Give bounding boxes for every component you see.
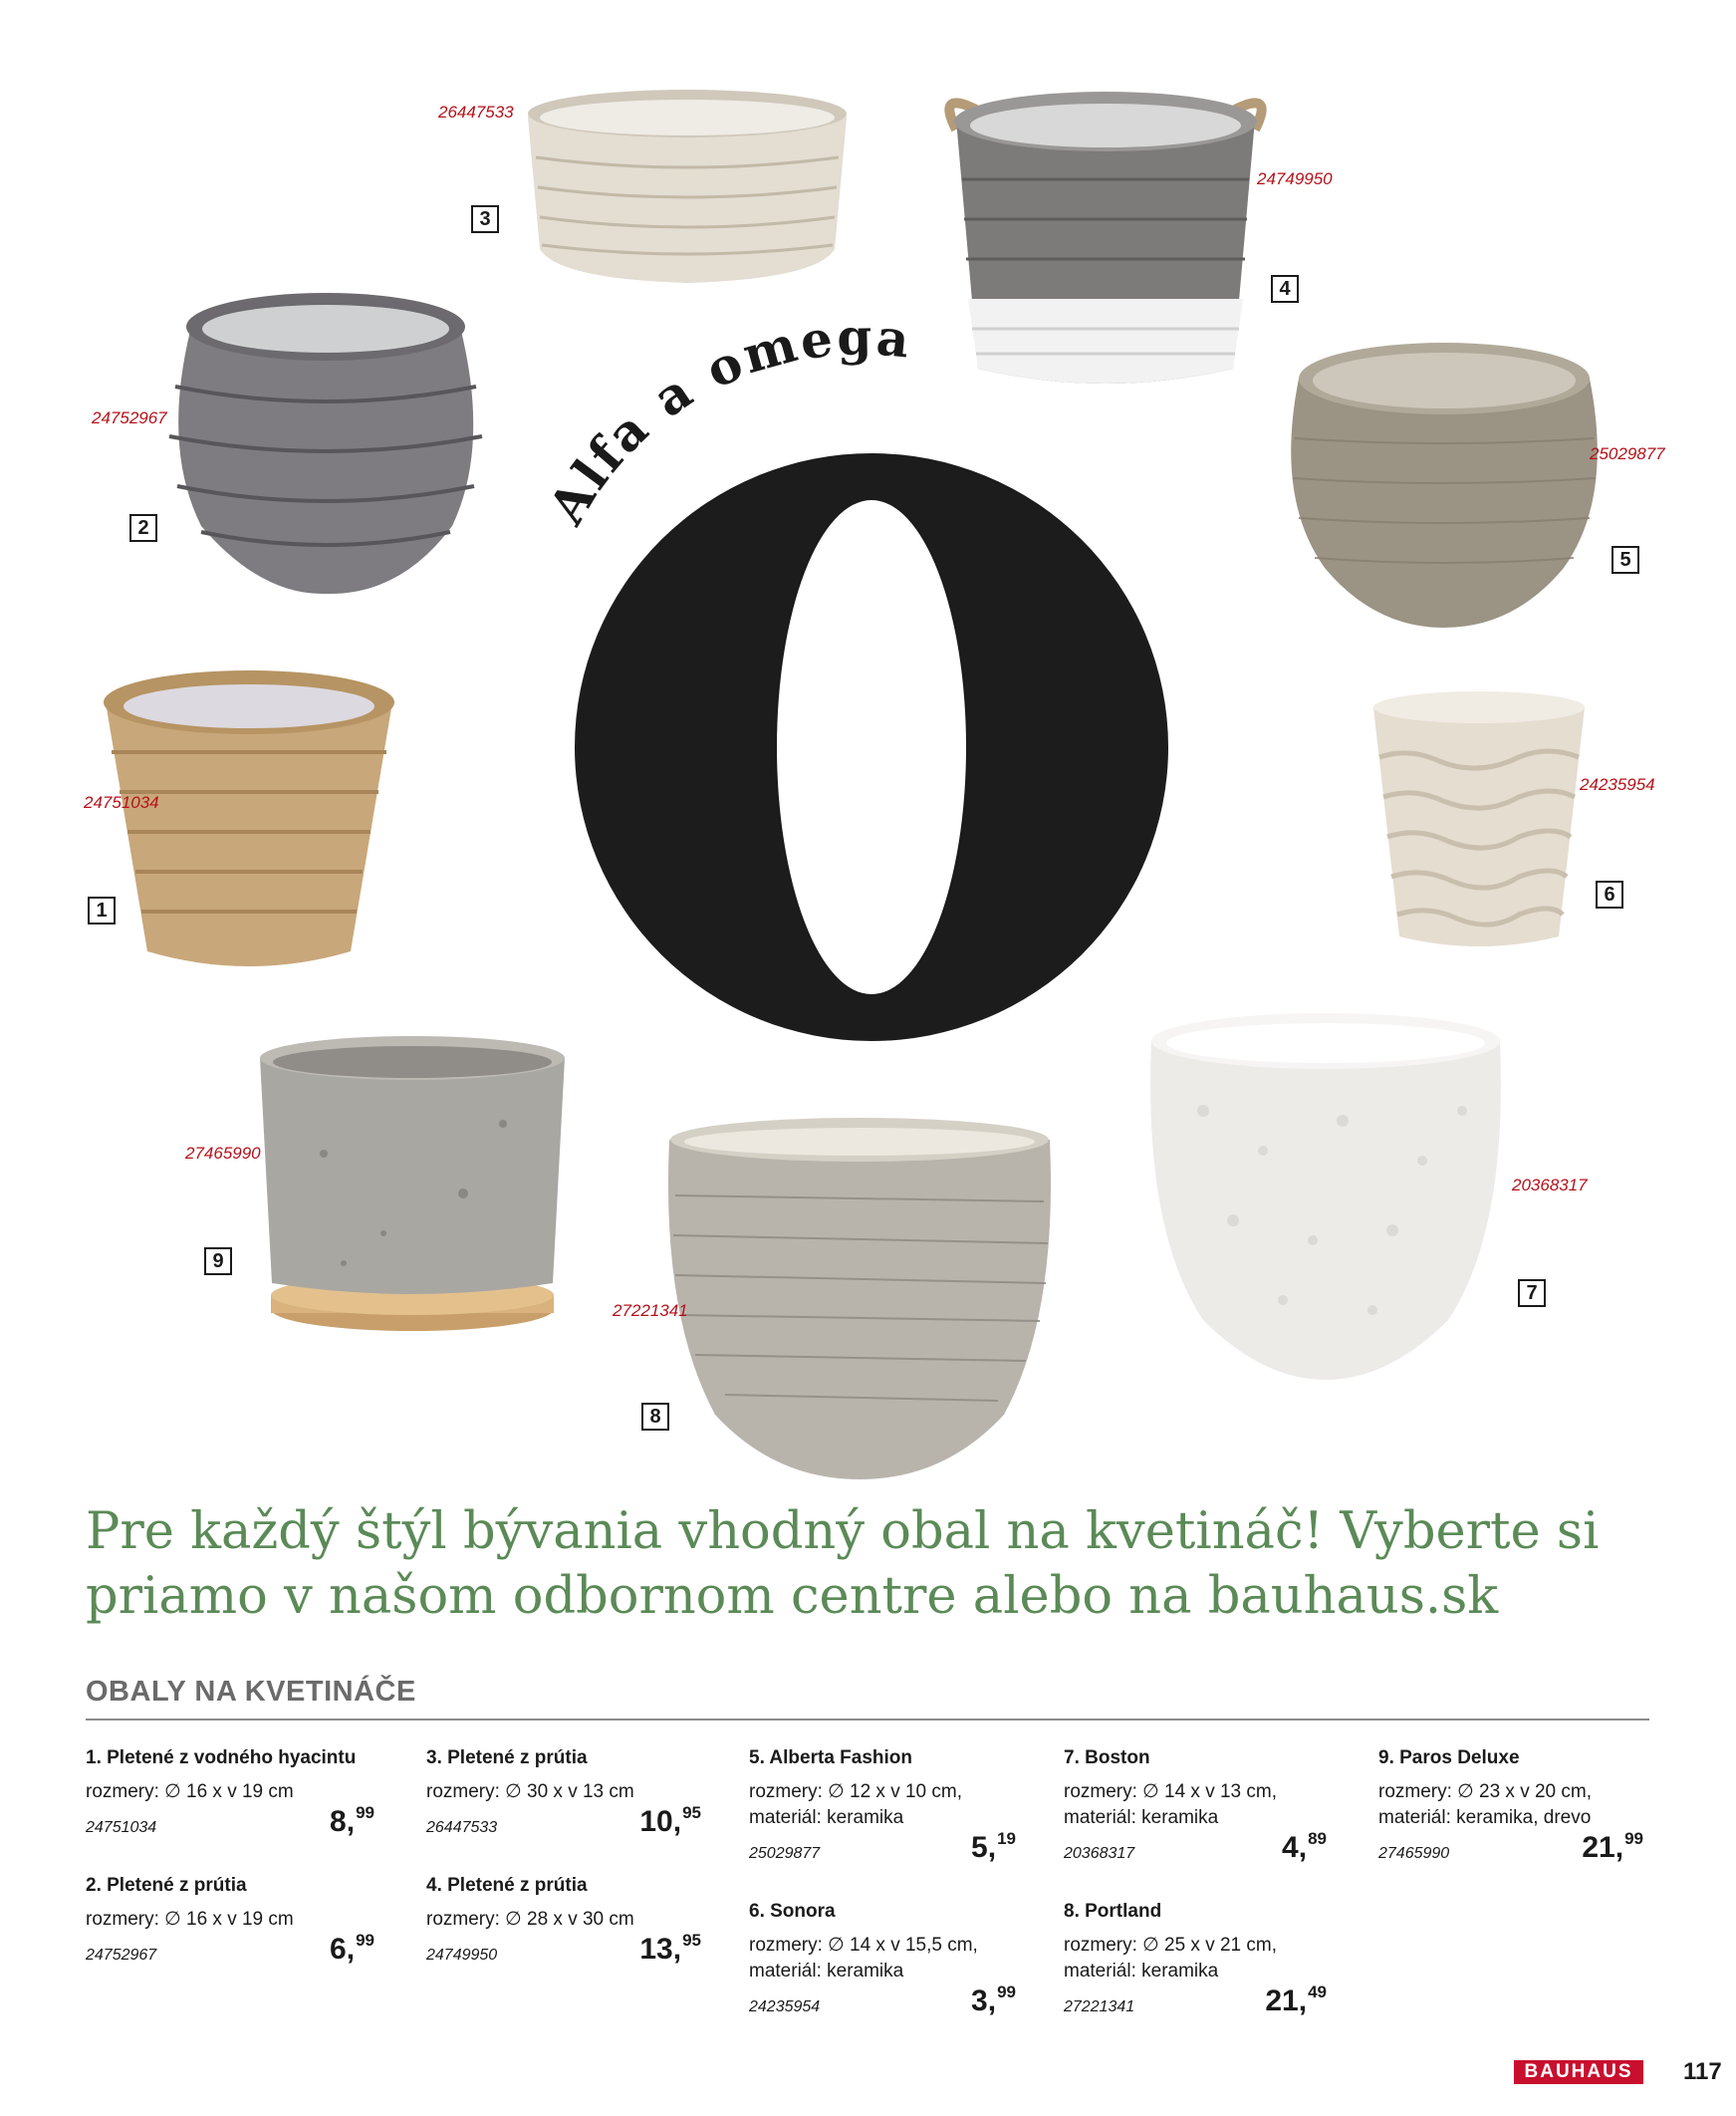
product-image-2[interactable] xyxy=(161,277,490,596)
product-number-6: 6 xyxy=(1596,881,1623,909)
product-number-1: 1 xyxy=(88,897,116,925)
product-image-4[interactable] xyxy=(916,70,1295,408)
product-image-3[interactable] xyxy=(518,78,857,287)
big-letter-o xyxy=(573,448,1170,1046)
product-price: 6, 99 xyxy=(330,1931,374,1966)
product-code-8: 27221341 xyxy=(613,1301,688,1320)
product-code: 26447533 xyxy=(426,1819,498,1836)
product-entry-6 xyxy=(749,1899,1016,2018)
product-code-2: 24752967 xyxy=(92,408,167,427)
product-entry-7 xyxy=(1064,1745,1327,1865)
product-code: 24749950 xyxy=(426,1947,498,1964)
product-name: 2. Pletené z prútia xyxy=(86,1875,247,1896)
product-dims: rozmery: ∅ 23 x v 20 cm, xyxy=(1378,1781,1592,1802)
tagline xyxy=(86,1499,1679,1629)
product-dims: rozmery: ∅ 14 x v 15,5 cm, xyxy=(749,1935,978,1956)
product-number-5: 5 xyxy=(1612,546,1639,574)
product-name: 3. Pletené z prútia xyxy=(426,1747,588,1768)
product-material: materiál: keramika xyxy=(749,1961,904,1982)
product-image-8[interactable] xyxy=(665,1116,1054,1479)
product-material: materiál: keramika xyxy=(1064,1807,1219,1828)
product-number-4: 4 xyxy=(1271,275,1299,303)
product-image-5[interactable] xyxy=(1285,339,1604,628)
product-number-3: 3 xyxy=(471,205,499,233)
tagline-line-1: Pre každý štýl bývania vhodný obal na kvetináč! Vyberte si xyxy=(86,1502,1600,1561)
product-price: 21, 49 xyxy=(1265,1983,1327,2017)
product-price: 21, 99 xyxy=(1582,1829,1643,1864)
product-number-8: 8 xyxy=(641,1403,669,1431)
tagline-line-2: priamo v našom odbornom centre alebo na bauhaus.sk xyxy=(86,1567,1499,1626)
product-name: 8. Portland xyxy=(1064,1901,1162,1922)
product-name: 5. Alberta Fashion xyxy=(749,1747,912,1768)
product-price: 4, 89 xyxy=(1282,1829,1327,1864)
product-code-4: 24749950 xyxy=(1257,169,1333,188)
product-dims: rozmery: ∅ 14 x v 13 cm, xyxy=(1064,1781,1277,1802)
product-entry-5 xyxy=(749,1745,1016,1865)
page-number: 117 xyxy=(1683,2058,1722,2085)
product-entry-1 xyxy=(86,1745,374,1845)
product-material: materiál: keramika xyxy=(1064,1961,1219,1982)
product-price: 3, 99 xyxy=(971,1983,1016,2017)
product-name: 7. Boston xyxy=(1064,1747,1150,1768)
headline-arc-text: Alfa a omega xyxy=(537,307,915,534)
product-price: 8, 99 xyxy=(330,1803,374,1838)
product-code: 20368317 xyxy=(1064,1845,1135,1862)
product-dims: rozmery: ∅ 25 x v 21 cm, xyxy=(1064,1935,1277,1956)
product-entry-2 xyxy=(86,1873,374,1973)
product-entry-8 xyxy=(1064,1899,1327,2018)
section-title: OBALY NA KVETINÁČE xyxy=(86,1676,416,1708)
bauhaus-logo: BAUHAUS xyxy=(1514,2060,1643,2084)
product-price: 10, 95 xyxy=(639,1803,701,1838)
product-image-1[interactable] xyxy=(102,662,396,971)
product-code: 24751034 xyxy=(86,1819,157,1836)
product-name: 6. Sonora xyxy=(749,1901,836,1922)
product-name: 1. Pletené z vodného hyacintu xyxy=(86,1747,357,1768)
product-code-3: 26447533 xyxy=(438,103,514,122)
product-name: 9. Paros Deluxe xyxy=(1378,1747,1520,1768)
product-number-2: 2 xyxy=(129,514,157,542)
product-entry-4 xyxy=(426,1873,701,1973)
section-divider xyxy=(86,1719,1649,1720)
product-number-7: 7 xyxy=(1518,1279,1546,1307)
product-number-9: 9 xyxy=(204,1247,232,1275)
product-image-6[interactable] xyxy=(1369,687,1589,951)
product-dims: rozmery: ∅ 28 x v 30 cm xyxy=(426,1909,634,1930)
product-dims: rozmery: ∅ 16 x v 19 cm xyxy=(86,1781,294,1802)
product-entry-9 xyxy=(1378,1745,1643,1865)
product-image-7[interactable] xyxy=(1143,1011,1508,1380)
product-code-9: 27465990 xyxy=(185,1144,261,1163)
product-dims: rozmery: ∅ 12 x v 10 cm, xyxy=(749,1781,962,1802)
product-code-7: 20368317 xyxy=(1512,1176,1588,1194)
product-image-9[interactable] xyxy=(254,1034,571,1351)
product-code: 24752967 xyxy=(86,1947,157,1964)
product-price: 13, 95 xyxy=(639,1931,701,1966)
product-code: 24235954 xyxy=(749,1998,821,2015)
product-code: 27221341 xyxy=(1064,1998,1135,2015)
product-price: 5, 19 xyxy=(971,1829,1016,1864)
product-name: 4. Pletené z prútia xyxy=(426,1875,588,1896)
product-code-1: 24751034 xyxy=(84,793,159,812)
product-dims: rozmery: ∅ 30 x v 13 cm xyxy=(426,1781,634,1802)
product-code: 27465990 xyxy=(1378,1845,1450,1862)
product-dims: rozmery: ∅ 16 x v 19 cm xyxy=(86,1909,294,1930)
product-code-6: 24235954 xyxy=(1580,775,1655,794)
product-code: 25029877 xyxy=(749,1845,821,1862)
product-material: materiál: keramika, drevo xyxy=(1378,1807,1592,1828)
product-material: materiál: keramika xyxy=(749,1807,904,1828)
product-code-5: 25029877 xyxy=(1590,444,1665,463)
product-entry-3 xyxy=(426,1745,701,1845)
